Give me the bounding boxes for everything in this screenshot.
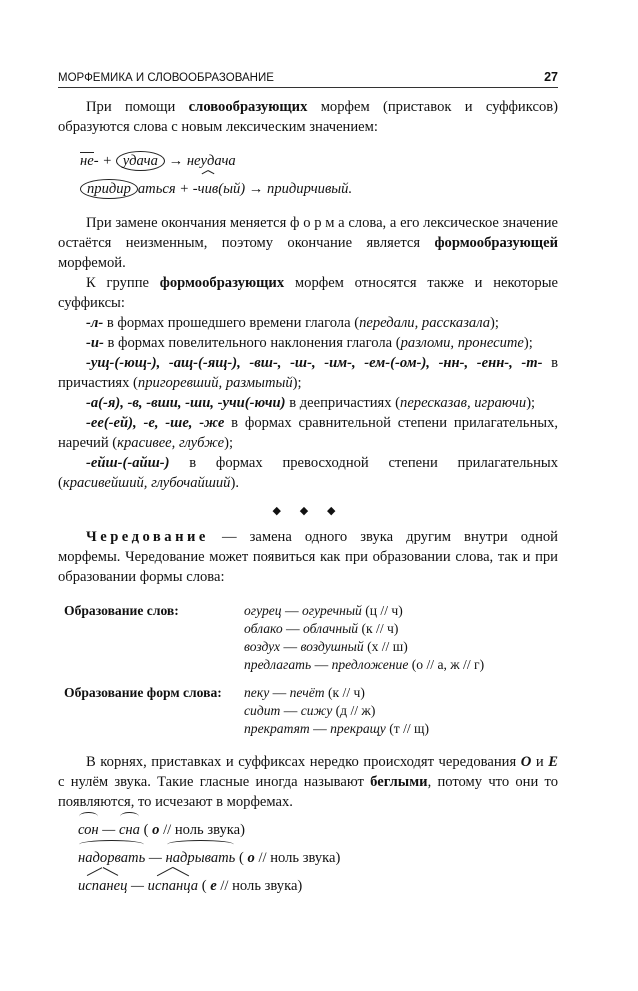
example-neudacha: не- + удача → неудача (80, 153, 236, 169)
alternation-table (64, 599, 484, 738)
page-number: 27 (544, 70, 558, 84)
page-body (58, 97, 558, 900)
alternation-row: сидит — сижу (д // ж) (244, 703, 376, 718)
root-mark: придир (80, 179, 138, 199)
alternation-row: огурец — огуречный (ц // ч) (244, 603, 403, 618)
alternation-definition: Чередование — замена одного звука другим внутри одной морфемы. Чередование может появиться как при образовании слова, так и при образовании формы слова: (58, 529, 558, 585)
group-label: Образование слов: (64, 603, 179, 618)
section-divider: ◆ ◆ ◆ (272, 505, 344, 517)
suffix-item: -ее(-ей), -е, -ше, -же в формах сравнительной степени прилагательных, наречий (красивее, глубже); (58, 415, 559, 451)
suffix-item: -л- в формах прошедшего времени глагола (передали, рассказала); (86, 315, 499, 331)
alternation-row: предлагать — предложение (о // а, ж // г) (244, 657, 485, 672)
fleeting-example: надорвать — надрывать ( о // ноль звука) (78, 844, 558, 872)
fleeting-examples (78, 816, 558, 900)
suffix-mark: чив (198, 175, 219, 203)
morpheme-examples (80, 147, 558, 203)
suffix-item: -ейш-(-айш-) в формах превосходной степени прилагательных (красивейший, глубочайший). (58, 455, 558, 491)
suffix-mark: испанец (78, 872, 127, 900)
ending-paragraph: При замене окончания меняется ф о р м а слова, а его лексическое значение остаётся неизменным, поэтому окончание является формообразующей морфемой. (58, 215, 558, 271)
root-arc: сон (78, 816, 99, 844)
example-pridirchivy: придир аться + -чив(ый) → придирчивый. (80, 175, 558, 203)
fleeting-vowels-paragraph: В корнях, приставках и суффиксах нередко происходят чередования О и Е с нулём звука. Такие гласные иногда называют беглыми, потому что они то появляются, то исчезают в морфемах. (58, 754, 558, 810)
header-rule (58, 87, 558, 88)
chapter-title: МОРФЕМИКА И СЛОВООБРАЗОВАНИЕ (58, 72, 274, 84)
suffix-mark: испанца (148, 872, 198, 900)
suffix-item: -и- в формах повелительного наклонения глагола (разломи, пронесите); (86, 335, 533, 351)
alternation-row: воздух — воздушный (х // ш) (244, 639, 408, 654)
suffix-intro: К группе формообразующих морфем относятся также и некоторые суффиксы: (58, 275, 558, 311)
running-header (58, 68, 558, 84)
suffix-item: -ущ-(-ющ-), -ащ-(-ящ-), -вш-, -ш-, -им-, -ем-(-ом-), -нн-, -енн-, -т- в причастиях (пригоревший, размытый); (58, 355, 559, 391)
alternation-row: прекратят — прекращу (т // щ) (244, 721, 430, 736)
root-mark: удача (116, 151, 165, 171)
root-arc: надрывать (166, 844, 236, 872)
suffix-item: -а(-я), -в, -вши, -ши, -учи(-ючи) в деепричастиях (пересказав, играючи); (86, 395, 536, 411)
term-alternation: Чередование (86, 529, 209, 545)
root-arc: сна (119, 816, 140, 844)
alternation-row: облако — облачный (к // ч) (244, 621, 399, 636)
example-list (244, 674, 484, 738)
group-label: Образование форм слова: (64, 685, 222, 700)
intro-paragraph: При помощи словообразующих морфем (приставок и суффиксов) образуются слова с новым лексическим значением: (58, 99, 558, 135)
prefix-mark: не (80, 153, 94, 169)
fleeting-example: сон — сна ( о // ноль звука) (78, 816, 558, 844)
fleeting-example: испанец — испанца ( е // ноль звука) (78, 872, 558, 900)
alternation-row: пеку — печёт (к // ч) (244, 685, 365, 700)
example-list (244, 599, 484, 674)
root-arc: надорвать (78, 844, 145, 872)
